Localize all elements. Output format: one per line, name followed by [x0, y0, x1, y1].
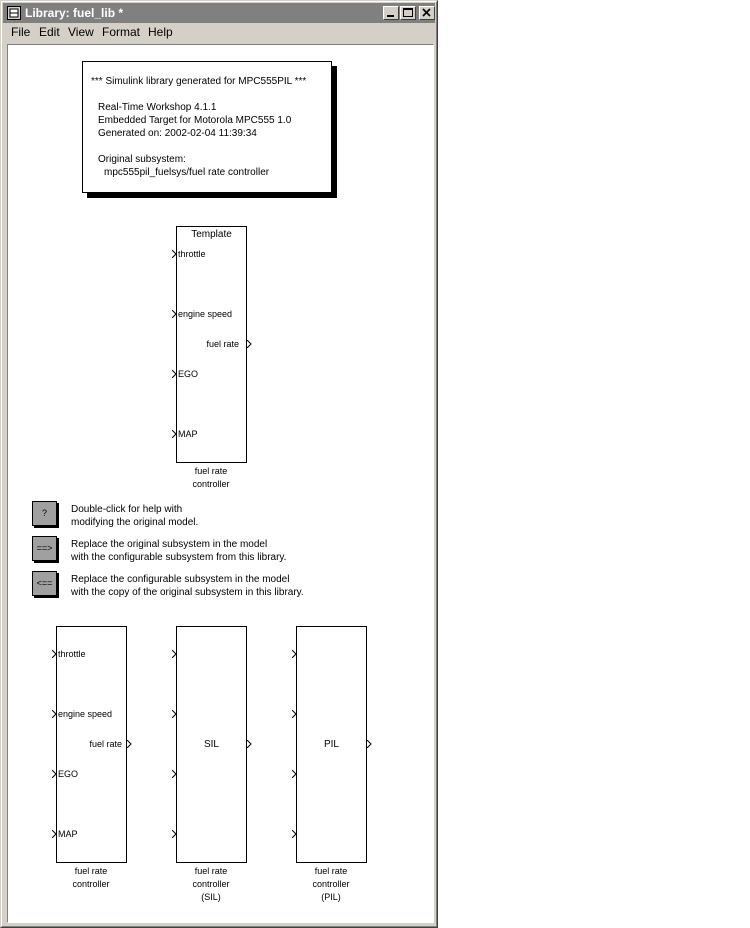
- title-bar[interactable]: [3, 3, 435, 23]
- input-port-label: throttle: [178, 249, 206, 259]
- input-port-icon: [172, 770, 178, 778]
- output-port-icon: [247, 340, 253, 348]
- input-port-label: throttle: [58, 649, 86, 659]
- block-caption: fuel rate controller (SIL): [192, 866, 230, 902]
- output-port-label: fuel rate: [206, 339, 239, 349]
- close-button[interactable]: [419, 6, 435, 20]
- input-port-icon: [292, 770, 298, 778]
- window-title: Library: fuel_lib *: [25, 6, 124, 20]
- block-center-label: SIL: [203, 739, 219, 750]
- input-port-icon: [172, 710, 178, 718]
- menu-bar: [3, 23, 435, 42]
- block-header: Template: [191, 229, 232, 240]
- help-text: Replace the configurable subsystem in the model with the copy of the original subsystem in this library.: [71, 574, 304, 598]
- note-line: Real-Time Workshop 4.1.1: [98, 102, 217, 113]
- note-line: Generated on: 2002-02-04 11:39:34: [98, 128, 257, 139]
- input-port-icon: [52, 830, 58, 838]
- menu-view[interactable]: View: [68, 25, 94, 39]
- block-caption: fuel rate controller: [192, 466, 230, 489]
- input-port-label: engine speed: [178, 309, 233, 319]
- help-text: Replace the original subsystem in the model with the configurable subsystem from this library.: [71, 539, 287, 563]
- fuel-rate-controller-sil-block[interactable]: [176, 626, 247, 863]
- menu-file[interactable]: File: [11, 25, 31, 39]
- block-caption: fuel rate controller: [72, 866, 110, 889]
- input-port-icon: [172, 830, 178, 838]
- maximize-button[interactable]: [400, 6, 416, 20]
- input-port-label: MAP: [58, 829, 78, 839]
- menu-help[interactable]: Help: [148, 25, 173, 39]
- replace-with-configurable-button[interactable]: ==>: [32, 536, 57, 561]
- template-subsystem-block[interactable]: [176, 226, 247, 463]
- input-port-label: EGO: [58, 769, 79, 779]
- input-port-icon: [52, 710, 58, 718]
- note-line: *** Simulink library generated for MPC555PIL ***: [91, 76, 307, 87]
- input-port-icon: [292, 710, 298, 718]
- note-line: Original subsystem:: [98, 154, 186, 165]
- close-icon: [420, 7, 434, 19]
- output-port-icon: [367, 740, 373, 748]
- simulink-icon: [7, 6, 21, 20]
- input-port-icon: [292, 830, 298, 838]
- menu-format[interactable]: Format: [102, 25, 141, 39]
- fuel-rate-controller-block[interactable]: [56, 626, 127, 863]
- note-line: mpc555pil_fuelsys/fuel rate controller: [104, 167, 270, 178]
- input-port-icon: [172, 250, 178, 258]
- output-port-icon: [127, 740, 133, 748]
- input-port-label: MAP: [178, 429, 198, 439]
- library-info-note[interactable]: [82, 61, 332, 193]
- restore-original-button[interactable]: <==: [32, 571, 57, 596]
- minimize-icon: [384, 7, 398, 19]
- input-port-icon: [292, 650, 298, 658]
- output-port-icon: [247, 740, 253, 748]
- block-caption: fuel rate controller (PIL): [312, 866, 350, 902]
- input-port-icon: [52, 770, 58, 778]
- input-port-icon: [52, 650, 58, 658]
- input-port-icon: [172, 650, 178, 658]
- maximize-icon: [401, 7, 415, 19]
- menu-edit[interactable]: Edit: [39, 25, 60, 39]
- input-port-icon: [172, 430, 178, 438]
- input-port-label: EGO: [178, 369, 199, 379]
- help-text: Double-click for help with modifying the original model.: [71, 504, 199, 528]
- help-button[interactable]: ?: [32, 501, 57, 526]
- input-port-label: engine speed: [58, 709, 113, 719]
- minimize-button[interactable]: [383, 6, 399, 20]
- block-center-label: PIL: [323, 739, 339, 750]
- note-line: Embedded Target for Motorola MPC555 1.0: [98, 115, 292, 126]
- fuel-rate-controller-pil-block[interactable]: [296, 626, 367, 863]
- input-port-icon: [172, 370, 178, 378]
- input-port-icon: [172, 310, 178, 318]
- output-port-label: fuel rate: [89, 739, 122, 749]
